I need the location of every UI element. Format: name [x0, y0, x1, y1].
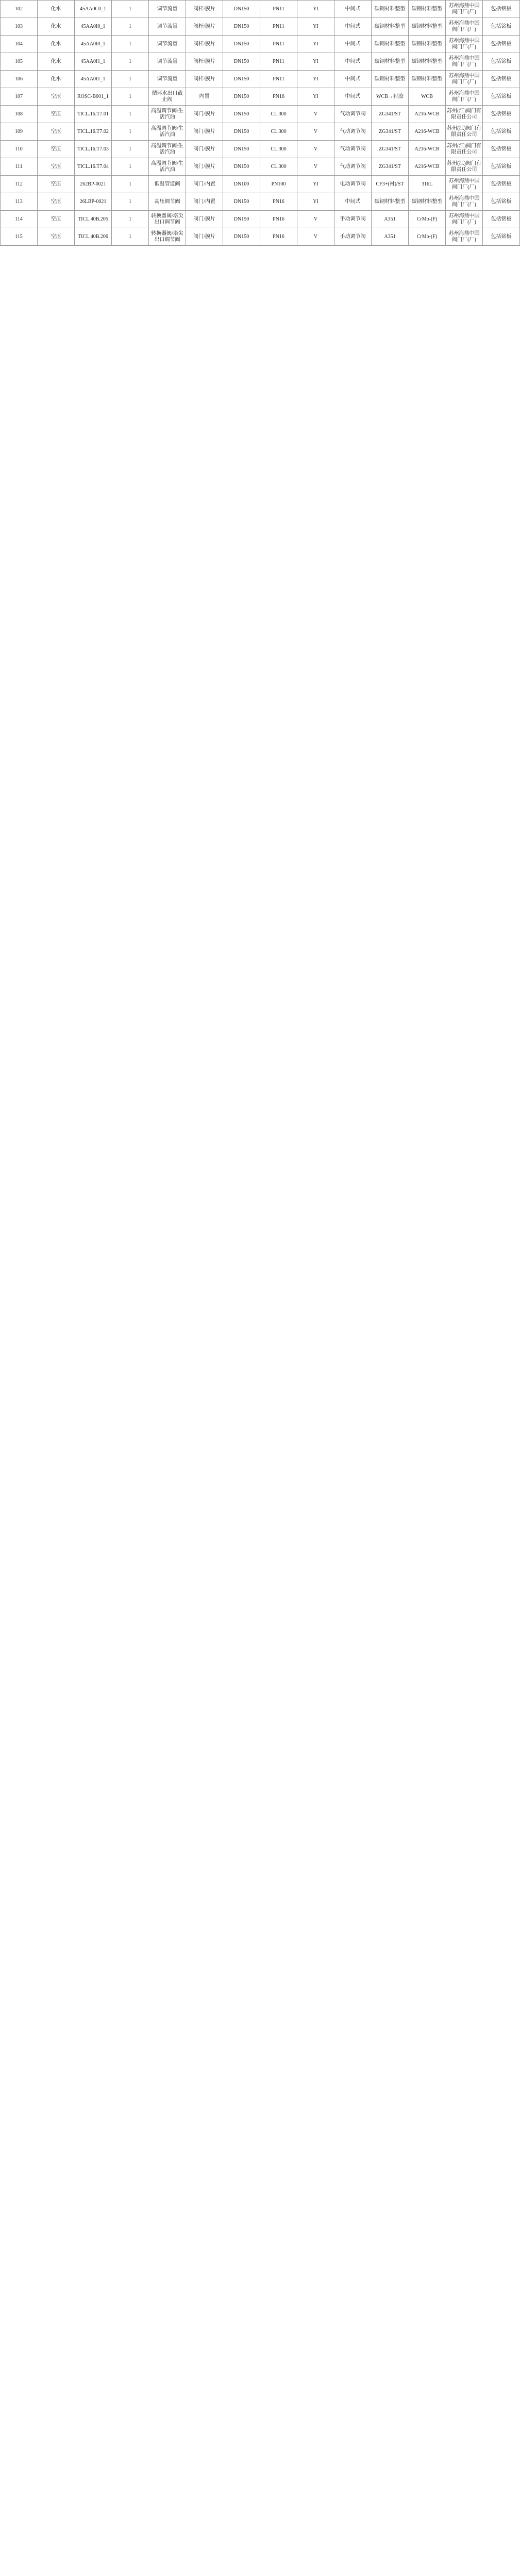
table-cell: 114	[1, 211, 38, 228]
table-cell: 转换器阀/塔尖出口调节阀	[149, 228, 186, 246]
table-cell: 107	[1, 88, 38, 106]
table-cell: 阀门/膜片	[186, 211, 223, 228]
table-cell: 高温调节阀/生活汽油	[149, 123, 186, 141]
table-cell: 阀门/膜片	[186, 228, 223, 246]
table-cell: 1	[112, 141, 149, 158]
table-cell: 苏州(江)阀门有限责任公司	[446, 158, 483, 176]
table-cell: 包括铭板	[483, 18, 520, 36]
table-cell: ZG341/ST	[372, 158, 409, 176]
table-cell: TICL.40B.206	[75, 228, 112, 246]
table-cell: V	[297, 106, 334, 123]
table-cell: YI	[297, 88, 334, 106]
table-cell: 包括铭板	[483, 71, 520, 88]
table-cell: 阀杆/膜片	[186, 53, 223, 71]
table-row	[1, 18, 520, 36]
table-cell: TICL.16.T7.01	[75, 106, 112, 123]
table-cell: 包括铭板	[483, 176, 520, 193]
table-row	[1, 123, 520, 141]
table-cell: 包括铭板	[483, 228, 520, 246]
table-cell: 空压	[38, 193, 75, 211]
table-cell: CL.300	[260, 158, 297, 176]
table-cell: CL.300	[260, 106, 297, 123]
table-cell: PN11	[260, 71, 297, 88]
table-cell: DN150	[223, 106, 260, 123]
table-cell: YI	[297, 18, 334, 36]
table-cell: 中间式	[334, 36, 372, 53]
table-cell: DN150	[223, 228, 260, 246]
table-cell: 苏州海鼎中国阀门厂(厂)	[446, 176, 483, 193]
table-cell: 262BP-0021	[75, 176, 112, 193]
table-cell: A351	[372, 211, 409, 228]
table-cell: 空压	[38, 158, 75, 176]
table-cell: 碳钢材料整型	[372, 18, 409, 36]
table-cell: 碳钢材料整型	[409, 18, 446, 36]
table-cell: 电动调节阀	[334, 176, 372, 193]
table-cell: 包括铭板	[483, 1, 520, 18]
table-cell: 1	[112, 106, 149, 123]
table-cell: V	[297, 141, 334, 158]
table-cell: 1	[112, 36, 149, 53]
table-cell: V	[297, 228, 334, 246]
table-cell: YI	[297, 36, 334, 53]
table-cell: ROSC-B001_1	[75, 88, 112, 106]
table-cell: 1	[112, 71, 149, 88]
table-cell: 碳钢材料整型	[372, 71, 409, 88]
table-cell: PN16	[260, 88, 297, 106]
table-cell: TICL.16.T7.02	[75, 123, 112, 141]
table-cell: 中间式	[334, 88, 372, 106]
table-cell: 阀门/膜片	[186, 123, 223, 141]
table-cell: 循环水出口截止阀	[149, 88, 186, 106]
table-cell: 碳钢材料整型	[409, 53, 446, 71]
table-cell: CrMo-(F)	[409, 211, 446, 228]
table-cell: TICL.16.T7.04	[75, 158, 112, 176]
table-cell: 中间式	[334, 71, 372, 88]
table-cell: 113	[1, 193, 38, 211]
table-row	[1, 158, 520, 176]
table-cell: 包括铭板	[483, 211, 520, 228]
table-cell: YI	[297, 71, 334, 88]
table-cell: 碳钢材料整型	[409, 1, 446, 18]
table-cell: ZG341/ST	[372, 106, 409, 123]
table-cell: 1	[112, 88, 149, 106]
table-cell: 气动调节阀	[334, 141, 372, 158]
table-cell: 1	[112, 158, 149, 176]
table-cell: 中间式	[334, 1, 372, 18]
table-cell: 104	[1, 36, 38, 53]
table-cell: V	[297, 123, 334, 141]
table-cell: 包括铭板	[483, 123, 520, 141]
table-cell: A216-WCB	[409, 123, 446, 141]
table-row	[1, 71, 520, 88]
table-row	[1, 228, 520, 246]
table-cell: 空压	[38, 141, 75, 158]
table-cell: PN16	[260, 228, 297, 246]
table-cell: 转换器阀/塔尖出口调节阀	[149, 211, 186, 228]
table-cell: V	[297, 158, 334, 176]
table-cell: DN150	[223, 18, 260, 36]
table-cell: DN150	[223, 211, 260, 228]
table-row	[1, 1, 520, 18]
table-cell: 45AA0I0_1	[75, 36, 112, 53]
table-cell: 碳钢材料整型	[372, 193, 409, 211]
table-cell: 阀门/膜片	[186, 158, 223, 176]
table-cell: 包括铭板	[483, 193, 520, 211]
table-cell: 化水	[38, 1, 75, 18]
table-cell: 碳钢材料整型	[372, 36, 409, 53]
table-cell: 调节流量	[149, 1, 186, 18]
table-cell: 高温调节阀/生活汽油	[149, 141, 186, 158]
table-cell: 苏州海鼎中国阀门厂(厂)	[446, 36, 483, 53]
table-cell: 1	[112, 123, 149, 141]
table-cell: TICL.40B.205	[75, 211, 112, 228]
table-cell: 高压调节阀	[149, 193, 186, 211]
table-cell: 阀门/内置	[186, 176, 223, 193]
table-cell: 化水	[38, 18, 75, 36]
table-cell: 气动调节阀	[334, 106, 372, 123]
table-cell: 手动调节阀	[334, 211, 372, 228]
table-cell: 111	[1, 158, 38, 176]
table-cell: WCB→衬胶	[372, 88, 409, 106]
table-cell: 苏州海鼎中国阀门厂(厂)	[446, 71, 483, 88]
table-cell: 1	[112, 228, 149, 246]
table-cell: V	[297, 211, 334, 228]
table-cell: 苏州(江)阀门有限责任公司	[446, 141, 483, 158]
table-cell: 1	[112, 193, 149, 211]
table-cell: 碳钢材料整型	[409, 71, 446, 88]
table-cell: DN150	[223, 193, 260, 211]
table-cell: 阀门/膜片	[186, 141, 223, 158]
table-cell: 调节流量	[149, 18, 186, 36]
table-cell: 中间式	[334, 18, 372, 36]
table-cell: 空压	[38, 123, 75, 141]
table-cell: 高温调节阀/生活汽油	[149, 106, 186, 123]
table-cell: 气动调节阀	[334, 158, 372, 176]
table-cell: 气动调节阀	[334, 123, 372, 141]
table-cell: 阀杆/膜片	[186, 1, 223, 18]
table-cell: 阀杆/膜片	[186, 71, 223, 88]
table-cell: PN16	[260, 211, 297, 228]
table-cell: 调节流量	[149, 71, 186, 88]
table-cell: DN150	[223, 36, 260, 53]
table-cell: YI	[297, 193, 334, 211]
table-cell: 苏州海鼎中国阀门厂(厂)	[446, 18, 483, 36]
table-cell: 高温调节阀/生活汽油	[149, 158, 186, 176]
table-cell: 中间式	[334, 193, 372, 211]
table-cell: A216-WCB	[409, 141, 446, 158]
table-row	[1, 193, 520, 211]
table-cell: 碳钢材料整型	[409, 36, 446, 53]
table-cell: 112	[1, 176, 38, 193]
table-cell: 1	[112, 1, 149, 18]
table-cell: 103	[1, 18, 38, 36]
table-cell: 阀杆/膜片	[186, 18, 223, 36]
table-cell: 包括铭板	[483, 106, 520, 123]
table-cell: 1	[112, 18, 149, 36]
table-cell: 空压	[38, 88, 75, 106]
table-cell: A351	[372, 228, 409, 246]
table-cell: 苏州(江)阀门有限责任公司	[446, 123, 483, 141]
table-cell: DN150	[223, 88, 260, 106]
table-cell: PN16	[260, 193, 297, 211]
table-cell: 106	[1, 71, 38, 88]
table-row	[1, 141, 520, 158]
table-cell: 碳钢材料整型	[372, 53, 409, 71]
table-cell: ZG341/ST	[372, 123, 409, 141]
table-cell: 阀杆/膜片	[186, 36, 223, 53]
table-cell: PN11	[260, 18, 297, 36]
table-cell: PN11	[260, 53, 297, 71]
table-cell: A216-WCB	[409, 106, 446, 123]
table-cell: 108	[1, 106, 38, 123]
table-cell: DN150	[223, 53, 260, 71]
table-cell: 45AA0I1_1	[75, 53, 112, 71]
table-cell: 空压	[38, 176, 75, 193]
table-cell: 105	[1, 53, 38, 71]
table-cell: 包括铭板	[483, 88, 520, 106]
table-cell: WCB	[409, 88, 446, 106]
table-cell: TICL.16.T7.03	[75, 141, 112, 158]
table-cell: 苏州海鼎中国阀门厂(厂)	[446, 228, 483, 246]
table-cell: 包括铭板	[483, 141, 520, 158]
table-cell: 苏州海鼎中国阀门厂(厂)	[446, 211, 483, 228]
table-cell: 45AA0C0_1	[75, 1, 112, 18]
table-cell: 调节流量	[149, 36, 186, 53]
table-cell: 26LBP-0021	[75, 193, 112, 211]
table-cell: 苏州海鼎中国阀门厂(厂)	[446, 88, 483, 106]
table-cell: 115	[1, 228, 38, 246]
table-cell: YI	[297, 1, 334, 18]
valve-table	[0, 0, 520, 246]
table-cell: 空压	[38, 106, 75, 123]
table-cell: 手动调节阀	[334, 228, 372, 246]
table-cell: 1	[112, 176, 149, 193]
table-cell: 苏州海鼎中国阀门厂(厂)	[446, 1, 483, 18]
table-row	[1, 53, 520, 71]
table-row	[1, 88, 520, 106]
table-cell: 化水	[38, 71, 75, 88]
table-cell: A216-WCB	[409, 158, 446, 176]
table-cell: DN150	[223, 1, 260, 18]
table-cell: 1	[112, 211, 149, 228]
table-cell: 包括铭板	[483, 36, 520, 53]
table-cell: ZG341/ST	[372, 141, 409, 158]
table-cell: 化水	[38, 53, 75, 71]
table-cell: 空压	[38, 228, 75, 246]
table-row	[1, 211, 520, 228]
table-cell: 内置	[186, 88, 223, 106]
table-cell: 碳钢材料整型	[372, 1, 409, 18]
table-cell: 苏州海鼎中国阀门厂(厂)	[446, 53, 483, 71]
table-cell: 低温管道阀	[149, 176, 186, 193]
table-row	[1, 36, 520, 53]
table-cell: DN150	[223, 158, 260, 176]
table-cell: CrMo-(F)	[409, 228, 446, 246]
table-cell: 碳钢材料整型	[409, 193, 446, 211]
table-cell: PN100	[260, 176, 297, 193]
table-cell: 调节流量	[149, 53, 186, 71]
table-cell: 316L	[409, 176, 446, 193]
table-cell: PN11	[260, 36, 297, 53]
table-cell: 阀门/膜片	[186, 106, 223, 123]
table-cell: 1	[112, 53, 149, 71]
table-cell: 45AA0I1_1	[75, 71, 112, 88]
table-cell: YI	[297, 53, 334, 71]
table-cell: 苏州海鼎中国阀门厂(厂)	[446, 193, 483, 211]
table-cell: CL.300	[260, 123, 297, 141]
table-cell: CL.300	[260, 141, 297, 158]
table-cell: 110	[1, 141, 38, 158]
table-cell: DN100	[223, 176, 260, 193]
table-cell: 109	[1, 123, 38, 141]
table-cell: DN150	[223, 141, 260, 158]
table-cell: 苏州(江)阀门有限责任公司	[446, 106, 483, 123]
table-cell: PN11	[260, 1, 297, 18]
table-cell: 45AA0I0_1	[75, 18, 112, 36]
table-cell: 空压	[38, 211, 75, 228]
table-row	[1, 176, 520, 193]
table-cell: YI	[297, 176, 334, 193]
table-cell: 阀门/内置	[186, 193, 223, 211]
table-cell: 包括铭板	[483, 158, 520, 176]
table-cell: CF3+(衬)/ST	[372, 176, 409, 193]
table-cell: 102	[1, 1, 38, 18]
table-cell: 中间式	[334, 53, 372, 71]
table-cell: DN150	[223, 123, 260, 141]
valve-schedule-sheet	[0, 0, 520, 246]
table-cell: DN150	[223, 71, 260, 88]
table-row	[1, 106, 520, 123]
table-cell: 包括铭板	[483, 53, 520, 71]
table-cell: 化水	[38, 36, 75, 53]
